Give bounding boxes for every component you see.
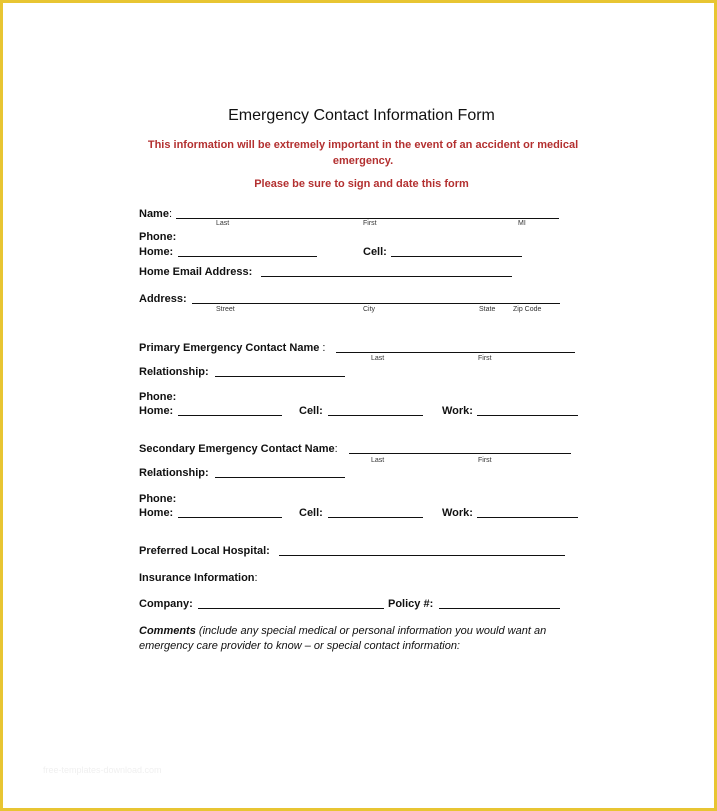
form-title: Emergency Contact Information Form: [228, 107, 495, 124]
comments-label: Comments: [139, 625, 196, 637]
primary-sub-last: Last: [371, 355, 385, 362]
primary-relationship-field[interactable]: [215, 376, 345, 377]
secondary-cell-label: Cell:: [299, 507, 323, 519]
insurance-label: Insurance Information:: [139, 572, 258, 584]
name-field[interactable]: [176, 218, 559, 219]
secondary-home-label: Home:: [139, 507, 174, 519]
secondary-relationship-label: Relationship:: [139, 467, 209, 479]
cell-label: Cell:: [363, 246, 387, 258]
address-field[interactable]: [192, 303, 560, 304]
secondary-phone-label: Phone:: [139, 493, 177, 505]
primary-sub-first: First: [478, 355, 492, 362]
name-sub-mi: MI: [518, 220, 526, 227]
company-field[interactable]: [198, 608, 384, 609]
primary-cell-field[interactable]: [328, 415, 423, 416]
policy-field[interactable]: [439, 608, 560, 609]
phone-label: Phone:: [139, 231, 177, 243]
cell-phone-field[interactable]: [391, 256, 522, 257]
primary-phone-label: Phone:: [139, 391, 177, 403]
secondary-work-label: Work:: [442, 507, 473, 519]
secondary-cell-field[interactable]: [328, 517, 423, 518]
secondary-contact-label: Secondary Emergency Contact Name:: [139, 443, 338, 455]
policy-label: Policy #:: [388, 598, 434, 610]
primary-cell-label: Cell:: [299, 405, 323, 417]
hospital-label: Preferred Local Hospital:: [139, 545, 270, 557]
name-sub-first: First: [363, 220, 377, 227]
intro-note: This information will be extremely important in the event of an accident or medical emergency.: [147, 139, 579, 167]
name-label: Name:: [139, 208, 173, 220]
primary-contact-field[interactable]: [336, 352, 575, 353]
secondary-relationship-field[interactable]: [215, 477, 345, 478]
primary-home-field[interactable]: [178, 415, 282, 416]
watermark: free-templates-download.com: [43, 765, 162, 775]
primary-work-label: Work:: [442, 405, 473, 417]
secondary-home-field[interactable]: [178, 517, 282, 518]
primary-work-field[interactable]: [477, 415, 578, 416]
sign-date-note: Please be sure to sign and date this form: [254, 178, 469, 190]
name-sub-last: Last: [216, 220, 230, 227]
hospital-field[interactable]: [279, 555, 565, 556]
home-label: Home:: [139, 246, 174, 258]
home-phone-field[interactable]: [178, 256, 317, 257]
comments-text: (include any special medical or personal information you would want an emergency care provider to know – or special contact information:: [139, 625, 547, 652]
address-sub-city: City: [363, 306, 376, 313]
primary-contact-label: Primary Emergency Contact Name :: [139, 342, 326, 354]
email-label: Home Email Address:: [139, 266, 253, 278]
primary-relationship-label: Relationship:: [139, 366, 209, 378]
secondary-sub-last: Last: [371, 457, 385, 464]
address-sub-zip: Zip Code: [513, 306, 542, 313]
email-field[interactable]: [261, 276, 512, 277]
address-sub-street: Street: [216, 306, 235, 313]
secondary-work-field[interactable]: [477, 517, 578, 518]
company-label: Company:: [139, 598, 193, 610]
address-label: Address:: [139, 293, 187, 305]
comments-block: [139, 624, 579, 654]
secondary-sub-first: First: [478, 457, 492, 464]
primary-home-label: Home:: [139, 405, 174, 417]
secondary-contact-field[interactable]: [349, 453, 571, 454]
address-sub-state: State: [479, 306, 496, 313]
